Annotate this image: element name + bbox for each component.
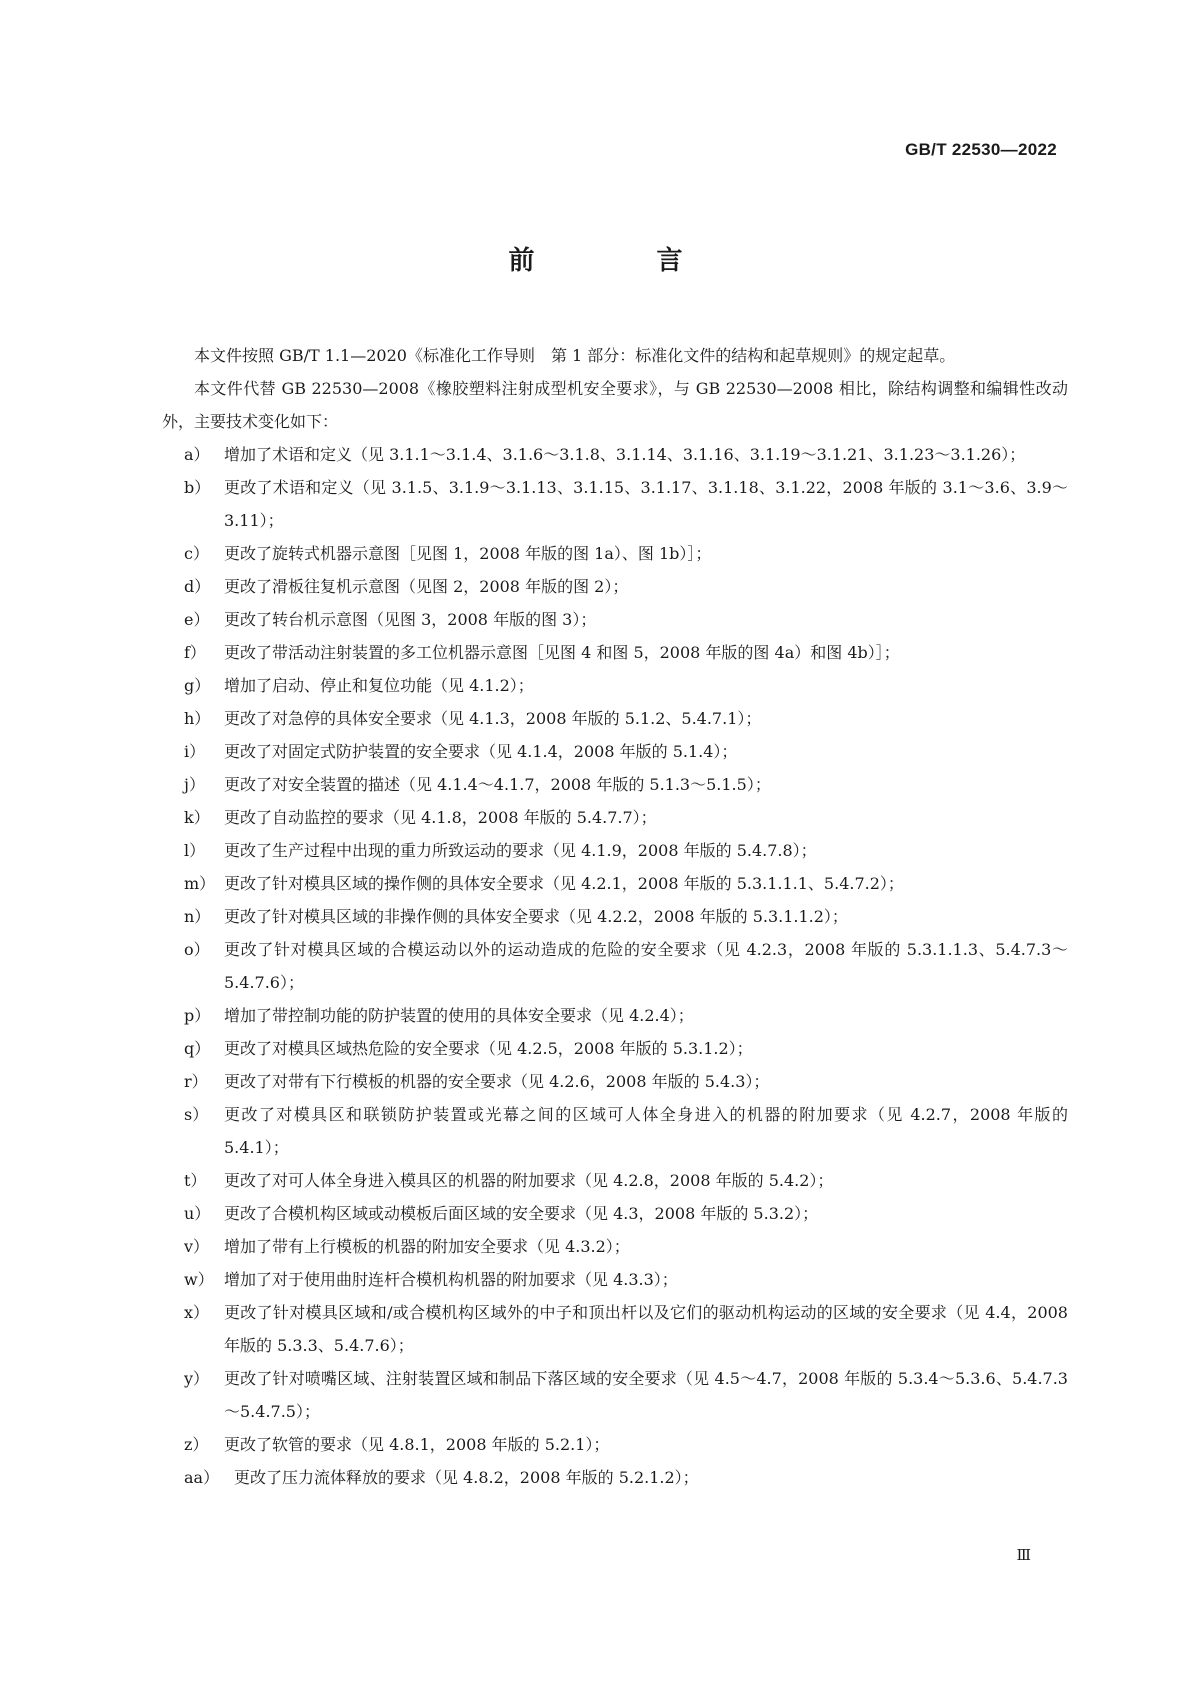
list-marker: d）	[184, 577, 211, 596]
list-item	[162, 1065, 1068, 1098]
paragraph-drafting-rules: 本文件按照 GB/T 1.1—2020《标准化工作导则 第 1 部分：标准化文件的结构和起草规则》的规定起草。	[194, 346, 956, 365]
list-item	[162, 1296, 1068, 1362]
list-marker: aa）	[184, 1468, 220, 1487]
list-item-text: 更改了对安全装置的描述（见 4.1.4～4.1.7，2008 年版的 5.1.3～5.1.5）；	[224, 775, 771, 794]
list-marker: g）	[184, 676, 211, 695]
list-marker: c）	[184, 544, 209, 563]
list-item-text: 更改了旋转式机器示意图［见图 1，2008 年版的图 1a）、图 1b）］；	[224, 544, 712, 563]
list-item-text: 更改了合模机构区域或动模板后面区域的安全要求（见 4.3，2008 年版的 5.3.2）；	[224, 1204, 819, 1223]
list-item	[162, 801, 1068, 834]
list-marker: l）	[184, 841, 206, 860]
list-item-text: 更改了针对模具区域的合模运动以外的运动造成的危险的安全要求（见 4.2.3，2008 年版的 5.3.1.1.3、5.4.7.3～5.4.7.6）；	[224, 940, 1068, 992]
paragraph-replacement-note: 本文件代替 GB 22530—2008《橡胶塑料注射成型机安全要求》，与 GB 22530—2008 相比，除结构调整和编辑性改动外，主要技术变化如下：	[162, 379, 1068, 431]
list-marker: r）	[184, 1072, 208, 1091]
list-marker: b）	[184, 478, 211, 497]
list-item-text: 更改了对急停的具体安全要求（见 4.1.3，2008 年版的 5.1.2、5.4.7.1）；	[224, 709, 762, 728]
list-item	[162, 1362, 1068, 1428]
list-marker: v）	[184, 1237, 210, 1256]
list-item	[162, 636, 1068, 669]
list-item-text: 更改了针对模具区域和/或合模机构区域外的中子和顶出杆以及它们的驱动机构运动的区域的安全要求（见 4.4，2008 年版的 5.3.3、5.4.7.6）；	[224, 1303, 1068, 1355]
list-item-text: 更改了带活动注射装置的多工位机器示意图［见图 4 和图 5，2008 年版的图 4a）和图 4b）］；	[224, 643, 900, 662]
list-item	[162, 471, 1068, 537]
list-marker: s）	[184, 1105, 209, 1124]
document-body	[162, 339, 1068, 1494]
list-marker: y）	[184, 1369, 210, 1388]
list-item	[162, 1428, 1068, 1461]
list-item-text: 更改了针对模具区域的非操作侧的具体安全要求（见 4.2.2，2008 年版的 5.3.1.1.2）；	[224, 907, 848, 926]
list-item-text: 更改了术语和定义（见 3.1.5、3.1.9～3.1.13、3.1.15、3.1.17、3.1.18、3.1.22，2008 年版的 3.1～3.6、3.9～3.11）；	[224, 478, 1068, 530]
list-item	[162, 1098, 1068, 1164]
list-item	[162, 867, 1068, 900]
list-marker: o）	[184, 940, 210, 959]
document-code: GB/T 22530—2022	[905, 140, 1057, 159]
list-item-text: 增加了对于使用曲肘连杆合模机构机器的附加要求（见 4.3.3）；	[224, 1270, 678, 1289]
list-item	[162, 1263, 1068, 1296]
list-item-text: 增加了带控制功能的防护装置的使用的具体安全要求（见 4.2.4）；	[224, 1006, 694, 1025]
list-item	[162, 1230, 1068, 1263]
list-item	[162, 1461, 1068, 1494]
list-item-text: 更改了滑板往复机示意图（见图 2，2008 年版的图 2）；	[224, 577, 629, 596]
list-item	[162, 1197, 1068, 1230]
list-item-text: 更改了压力流体释放的要求（见 4.8.2，2008 年版的 5.2.1.2）；	[234, 1468, 699, 1487]
list-item	[162, 933, 1068, 999]
list-marker: i）	[184, 742, 206, 761]
list-marker: a）	[184, 445, 210, 464]
list-item	[162, 537, 1068, 570]
list-marker: u）	[184, 1204, 211, 1223]
list-item	[162, 669, 1068, 702]
list-item-text: 更改了对带有下行模板的机器的安全要求（见 4.2.6，2008 年版的 5.4.3）；	[224, 1072, 770, 1091]
list-item	[162, 768, 1068, 801]
list-item-text: 更改了转台机示意图（见图 3，2008 年版的图 3）；	[224, 610, 597, 629]
list-marker: p）	[184, 1006, 211, 1025]
list-item	[162, 1032, 1068, 1065]
list-item	[162, 735, 1068, 768]
list-item	[162, 438, 1068, 471]
list-item	[162, 1164, 1068, 1197]
list-marker: f）	[184, 643, 206, 662]
list-item-text: 增加了术语和定义（见 3.1.1～3.1.4、3.1.6～3.1.8、3.1.14、3.1.16、3.1.19～3.1.21、3.1.23～3.1.26）；	[224, 445, 1026, 464]
list-marker: j）	[184, 775, 205, 794]
list-item	[162, 900, 1068, 933]
list-item-text: 更改了软管的要求（见 4.8.1，2008 年版的 5.2.1）；	[224, 1435, 610, 1454]
list-item-text: 更改了自动监控的要求（见 4.1.8，2008 年版的 5.4.7.7）；	[224, 808, 657, 827]
list-marker: m）	[184, 874, 216, 893]
list-marker: k）	[184, 808, 210, 827]
list-item-text: 更改了对固定式防护装置的安全要求（见 4.1.4，2008 年版的 5.1.4）；	[224, 742, 738, 761]
list-marker: z）	[184, 1435, 209, 1454]
list-item-text: 更改了生产过程中出现的重力所致运动的要求（见 4.1.9，2008 年版的 5.4.7.8）；	[224, 841, 817, 860]
list-item-text: 增加了带有上行模板的机器的附加安全要求（见 4.3.2）；	[224, 1237, 630, 1256]
change-list	[162, 438, 1068, 1494]
list-item-text: 更改了针对模具区域的操作侧的具体安全要求（见 4.2.1，2008 年版的 5.3.1.1.1、5.4.7.2）；	[224, 874, 904, 893]
list-marker: t）	[184, 1171, 207, 1190]
list-marker: x）	[184, 1303, 210, 1322]
page-title: 前 言	[508, 246, 731, 276]
list-marker: w）	[184, 1270, 214, 1289]
list-item	[162, 603, 1068, 636]
list-marker: e）	[184, 610, 210, 629]
list-marker: h）	[184, 709, 211, 728]
page-number: Ⅲ	[1016, 1546, 1031, 1564]
list-marker: n）	[184, 907, 211, 926]
list-item-text: 更改了对模具区和联锁防护装置或光幕之间的区域可人体全身进入的机器的附加要求（见 4.2.7，2008 年版的 5.4.1）；	[224, 1105, 1068, 1157]
list-marker: q）	[184, 1039, 211, 1058]
list-item	[162, 570, 1068, 603]
list-item-text: 增加了启动、停止和复位功能（见 4.1.2）；	[224, 676, 534, 695]
list-item	[162, 834, 1068, 867]
list-item-text: 更改了针对喷嘴区域、注射装置区域和制品下落区域的安全要求（见 4.5～4.7，2008 年版的 5.3.4～5.3.6、5.4.7.3～5.4.7.5）；	[224, 1369, 1068, 1421]
list-item	[162, 702, 1068, 735]
list-item-text: 更改了对模具区域热危险的安全要求（见 4.2.5，2008 年版的 5.3.1.2）；	[224, 1039, 753, 1058]
list-item	[162, 999, 1068, 1032]
list-item-text: 更改了对可人体全身进入模具区的机器的附加要求（见 4.2.8，2008 年版的 5.4.2）；	[224, 1171, 834, 1190]
